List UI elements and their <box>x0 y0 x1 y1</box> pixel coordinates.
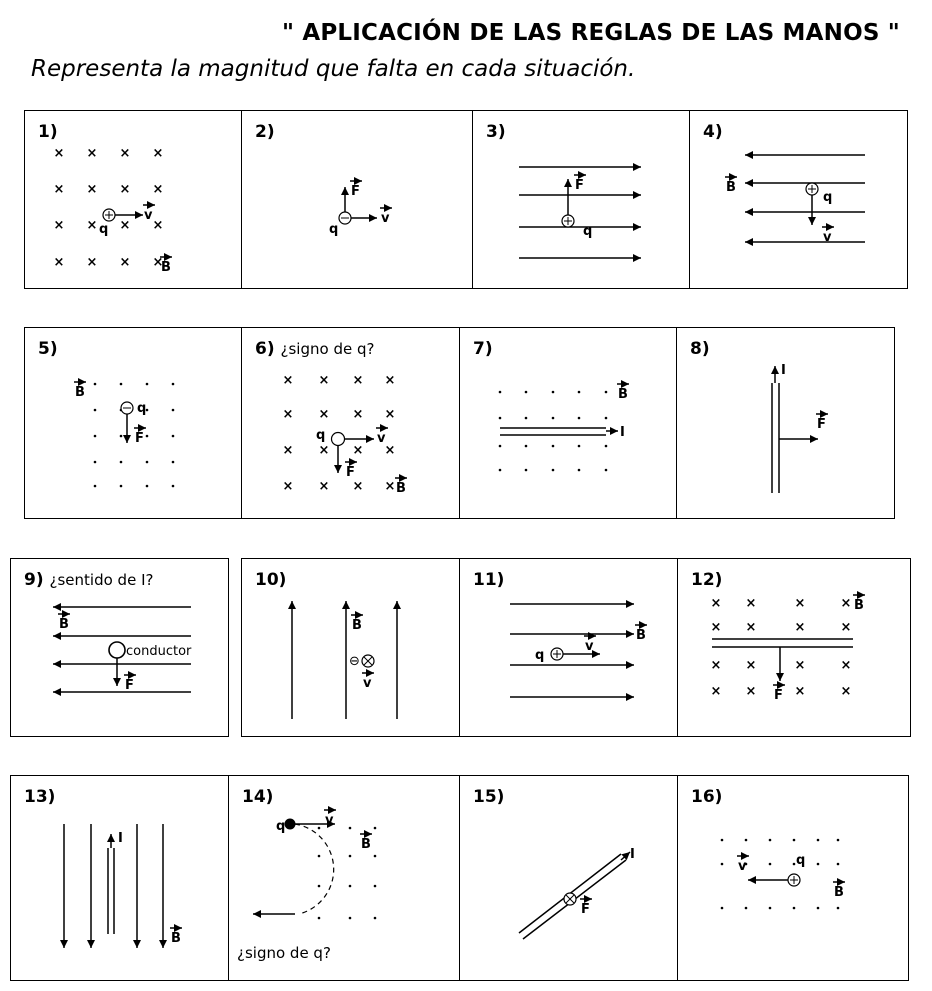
charge-label: q <box>276 819 286 834</box>
dot-mark <box>793 907 796 910</box>
velocity-arrow-head <box>808 217 816 225</box>
dot-mark <box>94 383 97 386</box>
force-arrow-head <box>776 673 784 681</box>
dot-mark <box>146 461 149 464</box>
dot-mark <box>146 485 149 488</box>
dot-mark <box>578 445 581 448</box>
cross-mark: × <box>86 255 98 270</box>
unknown-charge <box>332 433 345 446</box>
cross-mark: × <box>352 373 364 388</box>
cross-mark: × <box>794 658 806 673</box>
cross-mark: × <box>152 255 164 270</box>
current-arrow-head <box>610 427 618 435</box>
dot-mark <box>578 469 581 472</box>
cross-mark: × <box>318 443 330 458</box>
current-arrow-head <box>771 366 779 374</box>
exercise-box-8 <box>676 327 895 519</box>
velocity-arrow-head <box>135 211 143 219</box>
dot-mark <box>817 839 820 842</box>
dot-mark <box>552 391 555 394</box>
dot-mark <box>94 461 97 464</box>
field-label: B <box>396 481 406 496</box>
dot-mark <box>525 391 528 394</box>
cross-mark: × <box>840 596 852 611</box>
field-line-head <box>633 254 641 262</box>
exercise-diagram <box>11 559 228 736</box>
dot-mark <box>605 391 608 394</box>
field-line-head <box>87 940 95 948</box>
exercise-number-value: 9) <box>24 570 44 590</box>
velocity-arrow-head <box>369 214 377 222</box>
charge-label: q <box>823 190 833 205</box>
field-label: B <box>361 837 371 852</box>
cross-mark: × <box>119 218 131 233</box>
exercise-row-4 <box>10 775 909 981</box>
dot-mark <box>552 417 555 420</box>
velocity-label: v <box>144 208 153 223</box>
force-label: F <box>125 678 134 693</box>
exercise-number: 2) <box>255 122 275 142</box>
dot-mark <box>318 855 321 858</box>
exercise-question: ¿signo de q? <box>237 944 331 962</box>
exercise-diagram <box>25 328 241 518</box>
cross-mark: × <box>152 146 164 161</box>
charge-label: q <box>583 224 593 239</box>
dot-mark <box>605 417 608 420</box>
exercise-row-3 <box>10 558 911 737</box>
cross-mark: × <box>384 373 396 388</box>
trajectory <box>295 824 334 914</box>
field-label: B <box>352 618 362 633</box>
dot-mark <box>769 907 772 910</box>
exercise-diagram <box>690 111 907 288</box>
exercise-number: 3) <box>486 122 506 142</box>
exercise-diagram <box>229 776 459 980</box>
force-arrow-head <box>334 465 342 473</box>
cross-mark: × <box>745 684 757 699</box>
velocity-arrow-head <box>748 876 756 884</box>
page-title: " APLICACIÓN DE LAS REGLAS DE LAS MANOS " <box>281 20 900 46</box>
exercise-box-1 <box>24 110 242 289</box>
exercise-number: 13) <box>24 787 56 807</box>
cross-mark: × <box>53 146 65 161</box>
dot-mark <box>120 461 123 464</box>
dot-mark <box>552 445 555 448</box>
dot-mark <box>374 885 377 888</box>
cross-mark: × <box>282 373 294 388</box>
exercise-number: 16) <box>691 787 723 807</box>
velocity-label: v <box>363 676 372 691</box>
charge-label: q <box>99 222 109 237</box>
dot-mark <box>499 391 502 394</box>
dot-mark <box>349 885 352 888</box>
cross-mark: × <box>745 596 757 611</box>
dot-mark <box>793 839 796 842</box>
cross-mark: × <box>840 684 852 699</box>
field-line-head <box>53 688 61 696</box>
exercise-number: 15) <box>473 787 505 807</box>
field-line-head <box>626 661 634 669</box>
charge-label: q <box>316 428 326 443</box>
cross-mark: × <box>152 218 164 233</box>
exercise-number: 7) <box>473 339 493 359</box>
dot-mark <box>94 485 97 488</box>
field-line-head <box>159 940 167 948</box>
dot-mark <box>374 827 377 830</box>
force-arrow-head <box>113 678 121 686</box>
cross-mark: × <box>86 146 98 161</box>
exit-arrow-head <box>253 910 261 918</box>
dot-mark <box>374 917 377 920</box>
dot-mark <box>525 417 528 420</box>
velocity-label: v <box>381 211 390 226</box>
charge-label: q <box>137 401 147 416</box>
exercise-box-5 <box>24 327 242 519</box>
cross-mark: × <box>840 620 852 635</box>
cross-mark: × <box>384 407 396 422</box>
field-line-head <box>53 603 61 611</box>
cross-mark: × <box>86 218 98 233</box>
dot-mark <box>172 485 175 488</box>
exercise-diagram <box>460 776 677 980</box>
exercise-box-13 <box>10 775 229 981</box>
negative-charge <box>285 819 296 830</box>
conductor-label: conductor <box>126 644 192 659</box>
field-line-head <box>288 601 296 609</box>
exercise-number: 4) <box>703 122 723 142</box>
exercise-box-16 <box>677 775 909 981</box>
velocity-label: v <box>585 639 594 654</box>
exercise-diagram <box>460 559 677 736</box>
cross-mark: × <box>53 255 65 270</box>
dot-mark <box>172 461 175 464</box>
field-label: B <box>618 387 628 402</box>
dot-mark <box>172 409 175 412</box>
field-line-head <box>633 223 641 231</box>
dot-mark <box>721 863 724 866</box>
cross-mark: × <box>710 596 722 611</box>
exercise-number: 11) <box>473 570 505 590</box>
force-label: F <box>575 178 584 193</box>
exercise-question: ¿sentido de I? <box>49 571 154 589</box>
dot-mark <box>837 839 840 842</box>
dot-mark <box>318 917 321 920</box>
field-line-head <box>53 660 61 668</box>
cross-mark: × <box>710 684 722 699</box>
dot-mark <box>817 863 820 866</box>
force-label: F <box>346 465 355 480</box>
cross-mark: × <box>710 620 722 635</box>
exercise-diagram <box>678 776 908 980</box>
field-line-head <box>133 940 141 948</box>
exercise-row-1 <box>24 110 908 289</box>
force-arrow-head <box>123 435 131 443</box>
dot-mark <box>745 839 748 842</box>
dot-mark <box>817 907 820 910</box>
dot-mark <box>525 445 528 448</box>
dot-mark <box>94 435 97 438</box>
field-line-head <box>393 601 401 609</box>
charge-label: q <box>329 222 339 237</box>
velocity-label: v <box>325 813 334 828</box>
field-line-head <box>60 940 68 948</box>
exercise-diagram <box>678 559 910 736</box>
velocity-arrow-head <box>366 435 374 443</box>
field-line-head <box>745 151 753 159</box>
field-label: B <box>854 598 864 613</box>
dot-mark <box>499 469 502 472</box>
exercise-number: 12) <box>691 570 723 590</box>
field-label: B <box>59 617 69 632</box>
force-label: F <box>774 688 783 703</box>
field-label: B <box>636 628 646 643</box>
exercise-diagram <box>11 776 228 980</box>
field-line-head <box>626 693 634 701</box>
exercise-box-9 <box>10 558 229 737</box>
cross-mark: × <box>318 373 330 388</box>
dot-mark <box>349 827 352 830</box>
exercise-number: 1) <box>38 122 58 142</box>
field-line-head <box>745 179 753 187</box>
dot-mark <box>172 383 175 386</box>
exercise-diagram <box>242 111 472 288</box>
current-arrow-head <box>107 834 115 842</box>
charge-sign-label: ⊖ <box>349 654 360 669</box>
cross-mark: × <box>282 479 294 494</box>
dot-mark <box>721 907 724 910</box>
charge-label: q <box>535 648 545 663</box>
dot-mark <box>120 435 123 438</box>
cross-mark: × <box>282 407 294 422</box>
dot-mark <box>745 907 748 910</box>
exercise-box-11 <box>459 558 678 737</box>
exercise-number: 5) <box>38 339 58 359</box>
instruction-text: Representa la magnitud que falta en cada situación. <box>31 56 636 82</box>
dot-mark <box>769 863 772 866</box>
dot-mark <box>605 469 608 472</box>
force-label: F <box>581 902 590 917</box>
force-arrow-head <box>341 187 349 195</box>
cross-mark: × <box>745 620 757 635</box>
exercise-row-2 <box>24 327 895 519</box>
dot-mark <box>578 417 581 420</box>
dot-mark <box>499 445 502 448</box>
cross-mark: × <box>53 182 65 197</box>
force-label: F <box>817 417 826 432</box>
cross-mark: × <box>794 620 806 635</box>
current-label: I <box>781 363 786 378</box>
exercise-diagram <box>25 111 241 288</box>
dot-mark <box>318 885 321 888</box>
dot-mark <box>146 435 149 438</box>
exercise-diagram <box>460 328 676 518</box>
exercise-box-14 <box>228 775 460 981</box>
cross-mark: × <box>318 479 330 494</box>
velocity-label: v <box>377 431 386 446</box>
exercise-question: ¿signo de q? <box>280 340 375 358</box>
dot-mark <box>120 383 123 386</box>
cross-mark: × <box>119 182 131 197</box>
cross-mark: × <box>840 658 852 673</box>
exercise-number: 14) <box>242 787 274 807</box>
current-label: I <box>620 425 625 440</box>
cross-mark: × <box>352 479 364 494</box>
exercise-number: 10) <box>255 570 287 590</box>
exercise-diagram <box>242 328 459 518</box>
exercise-box-15 <box>459 775 678 981</box>
current-label: I <box>630 847 635 862</box>
dot-mark <box>525 469 528 472</box>
field-line-head <box>745 208 753 216</box>
field-label: B <box>171 931 181 946</box>
dot-mark <box>552 469 555 472</box>
cross-mark: × <box>710 658 722 673</box>
charge-label: q <box>796 853 806 868</box>
cross-mark: × <box>86 182 98 197</box>
field-line-head <box>626 630 634 638</box>
cross-mark: × <box>119 255 131 270</box>
cross-mark: × <box>53 218 65 233</box>
dot-mark <box>349 855 352 858</box>
field-line-head <box>745 238 753 246</box>
current-label: I <box>118 831 123 846</box>
field-line-head <box>633 191 641 199</box>
dot-mark <box>172 435 175 438</box>
exercise-diagram <box>677 328 894 518</box>
cross-mark: × <box>745 658 757 673</box>
velocity-label: v <box>738 859 747 874</box>
field-line-head <box>633 163 641 171</box>
dot-mark <box>721 839 724 842</box>
exercise-box-6 <box>241 327 460 519</box>
field-line-head <box>53 632 61 640</box>
field-line-head <box>626 600 634 608</box>
exercise-number-value: 6) <box>255 339 275 359</box>
exercise-box-7 <box>459 327 677 519</box>
cross-mark: × <box>282 443 294 458</box>
field-label: B <box>75 385 85 400</box>
dot-mark <box>605 445 608 448</box>
cross-mark: × <box>384 443 396 458</box>
dot-mark <box>499 417 502 420</box>
cross-mark: × <box>352 443 364 458</box>
exercise-diagram <box>473 111 689 288</box>
exercise-box-4 <box>689 110 908 289</box>
cross-mark: × <box>794 596 806 611</box>
cross-mark: × <box>794 684 806 699</box>
exercise-number: 8) <box>690 339 710 359</box>
exercise-box-12 <box>677 558 911 737</box>
dot-mark <box>94 409 97 412</box>
dot-mark <box>793 863 796 866</box>
exercise-diagram <box>242 559 459 736</box>
force-arrow-head <box>810 435 818 443</box>
dot-mark <box>837 907 840 910</box>
dot-mark <box>837 863 840 866</box>
exercise-box-10 <box>241 558 460 737</box>
cross-mark: × <box>152 182 164 197</box>
dot-mark <box>349 917 352 920</box>
velocity-label: v <box>823 230 832 245</box>
dot-mark <box>318 827 321 830</box>
cross-mark: × <box>352 407 364 422</box>
force-label: F <box>135 431 144 446</box>
dot-mark <box>120 485 123 488</box>
force-arrow-head <box>564 179 572 187</box>
dot-mark <box>374 855 377 858</box>
exercise-box-3 <box>472 110 690 289</box>
field-label: B <box>834 885 844 900</box>
dot-mark <box>769 839 772 842</box>
cross-mark: × <box>318 407 330 422</box>
field-label: B <box>726 180 736 195</box>
force-label: F <box>351 184 360 199</box>
dot-mark <box>578 391 581 394</box>
field-label: B <box>161 260 171 275</box>
cross-mark: × <box>119 146 131 161</box>
exercise-box-2 <box>241 110 473 289</box>
dot-mark <box>146 383 149 386</box>
conductor-circle <box>109 642 125 658</box>
cross-mark: × <box>384 479 396 494</box>
field-line-head <box>342 601 350 609</box>
